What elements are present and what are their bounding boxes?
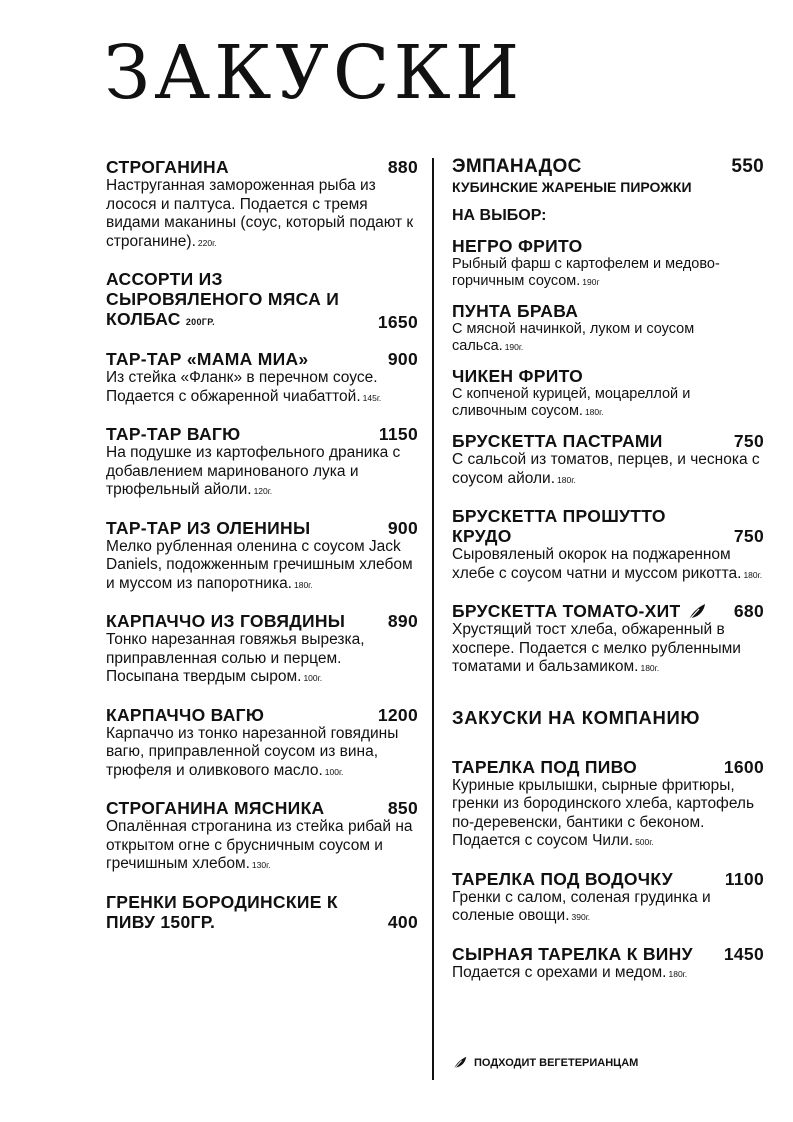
menu-item-vodka-plate: [452, 869, 764, 927]
menu-item-tartar-venison: [106, 518, 418, 595]
menu-item-borodino-croutons: [106, 892, 418, 932]
option-description: С копченой курицей, моцареллой и сливочным соусом.: [452, 386, 691, 419]
item-price: 750: [733, 431, 764, 451]
item-price: 1650: [377, 312, 418, 332]
choose-label: НА ВЫБОР:: [452, 207, 547, 224]
item-name: ТАР-ТАР ИЗ ОЛЕНИНЫ: [106, 517, 311, 538]
item-name: ЭМПАНАДОС: [452, 156, 582, 177]
item-price: 900: [387, 349, 418, 369]
item-description: Сыровяленый окорок на поджаренном хлебе с соусом чатни и муссом рикотта.: [452, 546, 742, 582]
section-title-company: ЗАКУСКИ НА КОМПАНИЮ: [452, 706, 701, 728]
item-description: Из стейка «Фланк» в перечном соусе. Подается с обжаренной чиабаттой.: [106, 369, 378, 405]
item-description: На подушке из картофельного драника с добавлением маринованого лука и трюфельный айоли.: [106, 444, 401, 498]
left-column: [106, 157, 418, 949]
item-price: 1150: [378, 424, 418, 444]
menu-item-assorti: [106, 269, 418, 332]
option-punta-brava: [452, 301, 764, 356]
item-weight: 145г.: [362, 392, 382, 403]
menu-item-butcher-stroganina: [106, 798, 418, 875]
option-chicken-frito: [452, 366, 764, 421]
item-description: Опалённая строганина из стейка рибай на открытом огне с брусничным соусом и гречишным хлебом.: [106, 818, 413, 872]
option-name: ПУНТА БРАВА: [452, 301, 579, 321]
menu-item-bruschetta-prosciutto: [452, 506, 764, 584]
item-weight: 130г.: [251, 860, 271, 870]
item-name: БРУСКЕТТА ТОМАТО-ХИТ: [452, 601, 681, 621]
menu-item-bruschetta-tomato: [452, 601, 764, 678]
item-name-weight: 200ГР.: [185, 317, 215, 327]
item-name: СЫРНАЯ ТАРЕЛКА К ВИНУ: [452, 943, 693, 964]
item-name: ТАРЕЛКА ПОД ПИВО: [452, 756, 638, 777]
item-name: СТРОГАНИНА: [106, 157, 229, 177]
item-description: Подается с орехами и медом.: [452, 963, 667, 981]
item-description: Наструганная замороженная рыба из лосося и палтуса. Подается с тремя видами маканины (соус, который подают к строганине).: [106, 177, 414, 250]
item-name: ТАРЕЛКА ПОД ВОДОЧКУ: [452, 868, 673, 889]
item-price: 1100: [724, 868, 764, 889]
item-weight: 100г.: [324, 766, 344, 777]
item-price: 880: [387, 157, 418, 177]
item-weight: 220г.: [197, 237, 217, 248]
item-price: 1200: [377, 704, 418, 725]
item-price: 750: [733, 526, 764, 546]
item-description: Гренки с салом, соленая грудинка и соленые овощи.: [452, 888, 711, 925]
menu-item-cheese-plate: [452, 944, 764, 984]
item-name: ГРЕНКИ БОРОДИНСКИЕ К ПИВУ 150ГР.: [106, 891, 338, 932]
right-column: [452, 157, 764, 1000]
item-name: ТАР-ТАР «МАМА МИА»: [106, 349, 309, 369]
item-weight: 120г.: [253, 486, 273, 496]
item-price: 1450: [723, 943, 764, 964]
item-name: БРУСКЕТТА ПАСТРАМИ: [452, 431, 663, 451]
legend-text: ПОДХОДИТ ВЕГЕТЕРИАНЦАМ: [474, 1057, 639, 1069]
item-price: 900: [387, 517, 418, 538]
item-name: КАРПАЧЧО ИЗ ГОВЯДИНЫ: [106, 611, 346, 631]
leaf-icon: [452, 1056, 468, 1070]
item-description: С сальсой из томатов, перцев, и чеснока с соусом айоли.: [452, 451, 760, 487]
item-weight: 180г.: [294, 579, 313, 590]
option-name: ЧИКЕН ФРИТО: [452, 366, 584, 386]
item-weight: 180г.: [743, 569, 763, 580]
menu-item-bruschetta-pastrami: [452, 431, 764, 489]
menu-item-carpaccio-wagyu: [106, 705, 418, 782]
item-description: Хрустящий тост хлеба, обжаренный в хоспере. Подается с мелко рубленными томатами и бальзамиком.: [452, 621, 741, 676]
option-description: Рыбный фарш с картофелем и медово-горчичным соусом.: [452, 256, 720, 289]
menu-item-beer-plate: [452, 757, 764, 852]
item-description: Карпаччо из тонко нарезанной говядины вагю, приправленной соусом из вина, трюфеля и оливкового масло.: [106, 724, 399, 779]
item-weight: 390г.: [571, 912, 591, 923]
vegetarian-legend: [452, 1056, 638, 1070]
item-price: 400: [387, 911, 418, 932]
item-weight: 500г.: [635, 837, 654, 848]
item-description: Тонко нарезанная говяжья вырезка, приправленная солью и перцем. Посыпана твердым сыром.: [106, 631, 365, 685]
option-description: С мясной начинкой, луком и соусом сальса.: [452, 321, 695, 354]
menu-item-tartar-mama-mia: [106, 349, 418, 407]
item-weight: 100г.: [303, 673, 323, 683]
option-negro-frito: [452, 236, 764, 291]
item-name: СТРОГАНИНА МЯСНИКА: [106, 798, 325, 818]
item-price: 680: [733, 601, 764, 622]
option-weight: 180г.: [584, 407, 604, 417]
option-weight: 190г.: [504, 342, 524, 352]
item-weight: 180г.: [640, 663, 660, 674]
item-name: ТАР-ТАР ВАГЮ: [106, 424, 241, 444]
item-price: 850: [387, 798, 418, 818]
item-name: АССОРТИ ИЗ СЫРОВЯЛЕНОГО МЯСА И КОЛБАС: [106, 269, 340, 329]
menu-item-carpaccio-beef: [106, 611, 418, 688]
option-name: НЕГРО ФРИТО: [452, 236, 583, 256]
item-description: Куриные крылышки, сырные фритюры, гренки из бородинского хлеба, картофель по-деревенски, бантики с беконом. Подается с соусом Чили.: [452, 776, 755, 850]
item-price: 1600: [723, 756, 764, 777]
menu-item-empanadas: [452, 157, 764, 421]
item-price: 550: [731, 156, 764, 177]
item-price: 890: [387, 611, 418, 631]
menu-item-stroganina: [106, 157, 418, 252]
page-title: ЗАКУСКИ: [104, 30, 524, 116]
item-name: КАРПАЧЧО ВАГЮ: [106, 704, 265, 725]
option-weight: 190г: [582, 277, 600, 287]
column-divider: [432, 158, 434, 1080]
item-weight: 180г.: [557, 474, 576, 485]
leaf-icon: [687, 603, 707, 621]
item-name: БРУСКЕТТА ПРОШУТТО КРУДО: [452, 506, 666, 546]
menu-item-tartar-wagyu: [106, 424, 418, 501]
item-weight: 180г.: [668, 968, 688, 979]
item-description: Мелко рубленная оленина с соусом Jack Daniels, подожженным гречишным хлебом и муссом из папоротника.: [106, 537, 413, 592]
item-subtitle: КУБИНСКИЕ ЖАРЕНЫЕ ПИРОЖКИ: [452, 179, 692, 195]
